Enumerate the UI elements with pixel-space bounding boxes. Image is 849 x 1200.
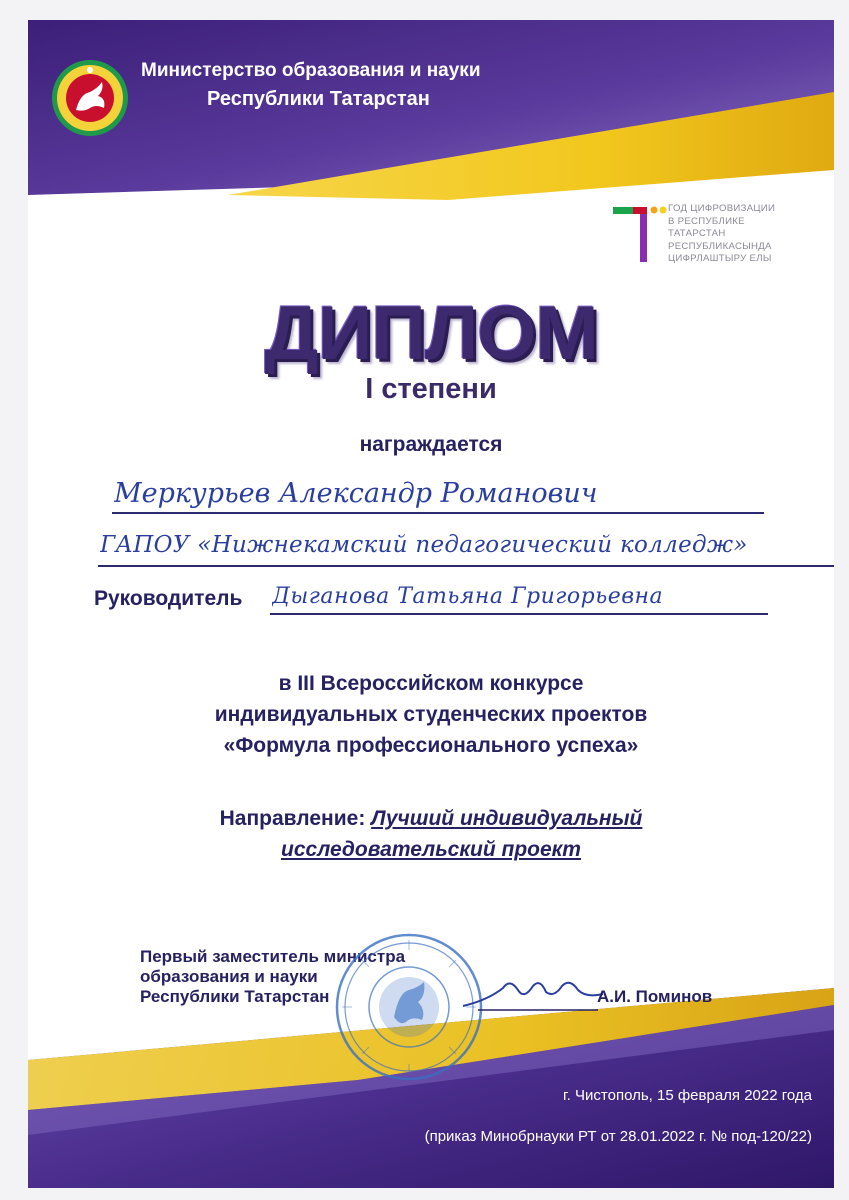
digital-year-line: ЦИФРЛАШТЫРУ ЕЛЫ bbox=[668, 253, 772, 264]
recipient-name-line bbox=[112, 512, 764, 514]
digital-year-line: РЕСПУБЛИКАСЫНДА bbox=[668, 240, 772, 252]
handwritten-signature-icon bbox=[458, 968, 608, 1018]
signer-name: А.И. Поминов bbox=[597, 987, 713, 1006]
recipient-institution: ГАПОУ «Нижнекамский педагогический колледж» bbox=[100, 532, 748, 558]
contest-description bbox=[28, 668, 834, 761]
institution-line bbox=[98, 565, 834, 567]
direction-block bbox=[28, 803, 834, 865]
awarded-label: награждается bbox=[359, 433, 503, 456]
supervisor-label: Руководитель bbox=[94, 587, 243, 610]
t-digital-logo-icon bbox=[613, 205, 673, 265]
direction-value-line-2: исследовательский проект bbox=[281, 838, 581, 861]
order-reference: (приказ Минобрнауки РТ от 28.01.2022 г. № под-120/22) bbox=[424, 1128, 812, 1145]
contest-line: «Формула профессионального успеха» bbox=[223, 734, 639, 757]
diploma-title: ДИПЛОМ bbox=[264, 291, 598, 376]
digital-year-line: ГОД ЦИФРОВИЗАЦИИ bbox=[668, 203, 776, 214]
diploma-page bbox=[28, 20, 834, 1188]
supervisor-line bbox=[270, 613, 768, 615]
signer-title-line: образования и науки bbox=[140, 967, 318, 986]
place-date: г. Чистополь, 15 февраля 2022 года bbox=[563, 1087, 812, 1104]
digital-year-text bbox=[668, 203, 775, 266]
supervisor-name: Дыганова Татьяна Григорьевна bbox=[272, 584, 664, 609]
direction-label: Направление: bbox=[219, 807, 366, 830]
contest-line: индивидуальных студенческих проектов bbox=[214, 703, 648, 726]
ministry-line-1: Министерство образования и науки bbox=[141, 60, 481, 81]
direction-value-line-1: Лучший индивидуальный bbox=[371, 807, 643, 830]
ministry-header bbox=[141, 58, 481, 114]
tatarstan-coat-of-arms-icon bbox=[50, 58, 130, 138]
digital-year-line: ТАТАРСТАН bbox=[668, 228, 726, 239]
recipient-name: Меркурьев Александр Романович bbox=[114, 478, 598, 509]
degree-label: I степени bbox=[365, 373, 497, 405]
ministry-line-2: Республики Татарстан bbox=[207, 88, 430, 110]
contest-line: в III Всероссийском конкурсе bbox=[278, 672, 584, 695]
signer-title-line: Республики Татарстан bbox=[140, 987, 330, 1006]
digital-year-line: В РЕСПУБЛИКЕ bbox=[668, 215, 745, 227]
signer-title-line: Первый заместитель министра bbox=[140, 947, 406, 966]
